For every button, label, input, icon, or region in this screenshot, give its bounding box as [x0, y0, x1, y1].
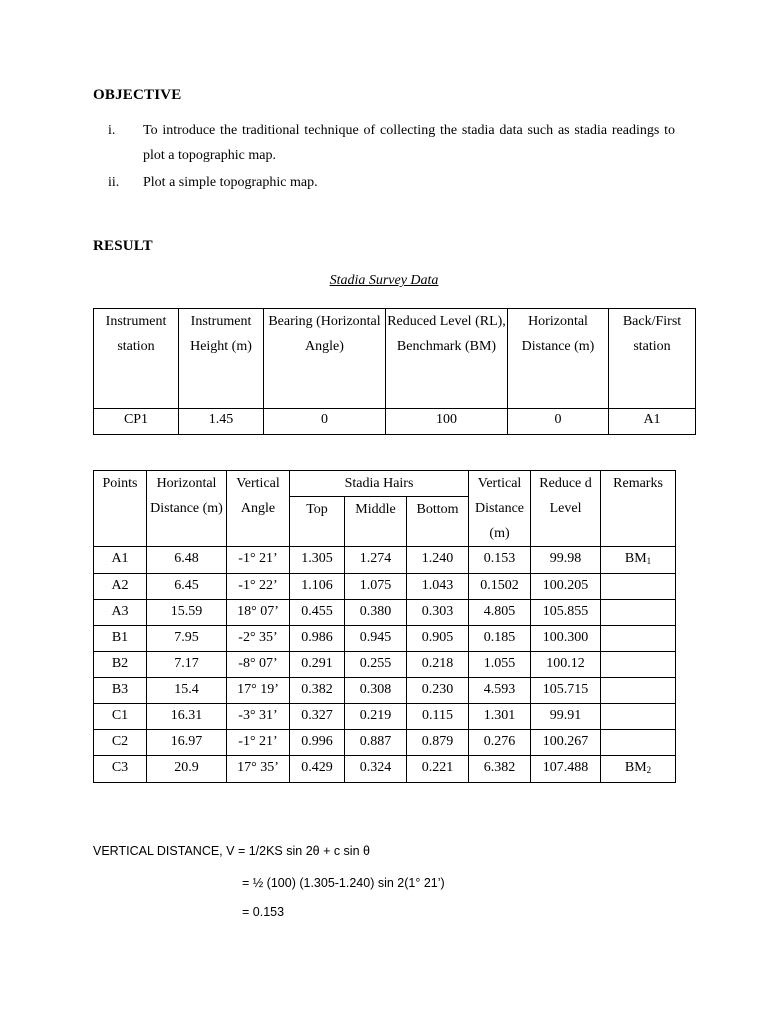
cell-vertical-distance: 0.185: [469, 626, 531, 652]
cell-remarks: [601, 730, 676, 756]
table-row: [94, 409, 696, 435]
cell-point: C1: [94, 704, 147, 730]
table-row: [94, 652, 676, 678]
cell-vertical-distance: 1.055: [469, 652, 531, 678]
cell-bottom: 0.905: [407, 626, 469, 652]
table2-header-row: [94, 471, 676, 497]
table1-header-row: [94, 309, 696, 409]
cell-vertical-distance: 4.805: [469, 600, 531, 626]
cell-top: 0.996: [290, 730, 345, 756]
cell-remarks: [601, 652, 676, 678]
header-bottom: Bottom: [407, 497, 469, 547]
cell-vertical-angle: -8° 07’: [227, 652, 290, 678]
header-reduced-level: Reduce d Level: [531, 471, 601, 547]
cell-vertical-distance: 0.1502: [469, 574, 531, 600]
cell-point: B1: [94, 626, 147, 652]
cell-vertical-distance: 4.593: [469, 678, 531, 704]
cell-bottom: 0.221: [407, 756, 469, 783]
instrument-station-table: [93, 308, 696, 435]
cell-point: B2: [94, 652, 147, 678]
cell-middle: 0.219: [345, 704, 407, 730]
header-middle: Middle: [345, 497, 407, 547]
cell-middle: 0.945: [345, 626, 407, 652]
table-row: [94, 547, 676, 574]
cell-back-first-station: A1: [609, 409, 696, 435]
table-row: [94, 626, 676, 652]
cell-vertical-angle: -1° 22’: [227, 574, 290, 600]
header-bearing: Bearing (Horizontal Angle): [264, 309, 386, 409]
cell-vertical-angle: 17° 35’: [227, 756, 290, 783]
cell-point: C3: [94, 756, 147, 783]
header-back-first-station: Back/First station: [609, 309, 696, 409]
cell-remarks: [601, 756, 676, 783]
cell-bottom: 1.240: [407, 547, 469, 574]
cell-top: 0.429: [290, 756, 345, 783]
cell-horizontal-distance: 7.17: [147, 652, 227, 678]
cell-bearing: 0: [264, 409, 386, 435]
remark-text: BM: [624, 551, 647, 566]
header-remarks: Remarks: [601, 471, 676, 547]
objective-item-1-text: To introduce the traditional technique of collecting the stadia data such as stadia readings to plot a topographic map.: [143, 123, 675, 163]
cell-bottom: 0.218: [407, 652, 469, 678]
cell-reduced-level: 107.488: [531, 756, 601, 783]
cell-vertical-angle: -3° 31’: [227, 704, 290, 730]
cell-bottom: 0.879: [407, 730, 469, 756]
remark-text: BM: [624, 760, 647, 775]
objective-item-1: [0, 118, 768, 170]
cell-top: 0.382: [290, 678, 345, 704]
table-row: [94, 600, 676, 626]
objective-heading: OBJECTIVE: [93, 87, 182, 103]
objective-item-2-text: Plot a simple topographic map.: [143, 175, 318, 190]
cell-vertical-distance: 0.153: [469, 547, 531, 574]
cell-bottom: 1.043: [407, 574, 469, 600]
cell-vertical-angle: 18° 07’: [227, 600, 290, 626]
result-heading: RESULT: [93, 238, 153, 254]
cell-top: 0.327: [290, 704, 345, 730]
cell-remarks: [601, 600, 676, 626]
cell-reduced-level: 100.267: [531, 730, 601, 756]
header-horizontal-distance: Horizontal Distance (m): [147, 471, 227, 547]
cell-reduced-level: 105.855: [531, 600, 601, 626]
table-row: [94, 574, 676, 600]
header-horizontal-distance: Horizontal Distance (m): [508, 309, 609, 409]
cell-remarks: [601, 626, 676, 652]
cell-point: A1: [94, 547, 147, 574]
cell-vertical-angle: -1° 21’: [227, 730, 290, 756]
objective-item-2-number: ii.: [108, 175, 120, 190]
cell-remarks: [601, 704, 676, 730]
cell-horizontal-distance: 15.4: [147, 678, 227, 704]
objective-item-2: [0, 170, 768, 195]
cell-middle: 0.255: [345, 652, 407, 678]
cell-bottom: 0.303: [407, 600, 469, 626]
table-row: [94, 678, 676, 704]
cell-horizontal-distance: 0: [508, 409, 609, 435]
cell-top: 0.986: [290, 626, 345, 652]
header-points: Points: [94, 471, 147, 547]
cell-remarks: [601, 678, 676, 704]
cell-horizontal-distance: 20.9: [147, 756, 227, 783]
header-instrument-station: Instrument station: [94, 309, 179, 409]
remark-subscript: 2: [646, 765, 652, 775]
header-vertical-angle: Vertical Angle: [227, 471, 290, 547]
cell-horizontal-distance: 16.97: [147, 730, 227, 756]
cell-instrument-station: CP1: [94, 409, 179, 435]
cell-middle: 0.324: [345, 756, 407, 783]
remark-subscript: 1: [646, 556, 652, 566]
header-top: Top: [290, 497, 345, 547]
cell-reduced-level: 105.715: [531, 678, 601, 704]
cell-middle: 1.075: [345, 574, 407, 600]
cell-reduced-level: 100.12: [531, 652, 601, 678]
stadia-data-table: [93, 470, 676, 783]
cell-middle: 0.887: [345, 730, 407, 756]
cell-vertical-distance: 6.382: [469, 756, 531, 783]
cell-instrument-height: 1.45: [179, 409, 264, 435]
cell-vertical-angle: 17° 19’: [227, 678, 290, 704]
cell-bottom: 0.230: [407, 678, 469, 704]
header-instrument-height: Instrument Height (m): [179, 309, 264, 409]
cell-point: C2: [94, 730, 147, 756]
cell-horizontal-distance: 6.45: [147, 574, 227, 600]
cell-middle: 0.308: [345, 678, 407, 704]
cell-reduced-level: 99.98: [531, 547, 601, 574]
cell-point: A2: [94, 574, 147, 600]
cell-horizontal-distance: 6.48: [147, 547, 227, 574]
cell-top: 0.291: [290, 652, 345, 678]
cell-top: 0.455: [290, 600, 345, 626]
cell-horizontal-distance: 16.31: [147, 704, 227, 730]
cell-reduced-level: 100.300: [531, 626, 601, 652]
objective-item-1-number: i.: [108, 123, 116, 138]
cell-bottom: 0.115: [407, 704, 469, 730]
cell-reduced-level: 100: [386, 409, 508, 435]
cell-reduced-level: 99.91: [531, 704, 601, 730]
cell-vertical-distance: 1.301: [469, 704, 531, 730]
formula-line-3: = 0.153: [242, 905, 285, 919]
cell-horizontal-distance: 15.59: [147, 600, 227, 626]
header-vertical-distance: Vertical Distance (m): [469, 471, 531, 547]
cell-remarks: [601, 574, 676, 600]
table-row: [94, 704, 676, 730]
cell-middle: 1.274: [345, 547, 407, 574]
formula-line-2: = ½ (100) (1.305-1.240) sin 2(1° 21’): [242, 876, 445, 890]
cell-top: 1.106: [290, 574, 345, 600]
cell-horizontal-distance: 7.95: [147, 626, 227, 652]
cell-vertical-angle: -1° 21’: [227, 547, 290, 574]
cell-remarks: [601, 547, 676, 574]
table-row: [94, 756, 676, 783]
cell-vertical-distance: 0.276: [469, 730, 531, 756]
formula-line-1: VERTICAL DISTANCE, V = 1/2KS sin 2θ + c sin θ: [93, 844, 370, 858]
cell-reduced-level: 100.205: [531, 574, 601, 600]
table-caption: Stadia Survey Data: [329, 273, 439, 288]
cell-vertical-angle: -2° 35’: [227, 626, 290, 652]
header-stadia-hairs: Stadia Hairs: [290, 471, 469, 497]
cell-middle: 0.380: [345, 600, 407, 626]
table-row: [94, 730, 676, 756]
cell-point: A3: [94, 600, 147, 626]
header-reduced-level: Reduced Level (RL), Benchmark (BM): [386, 309, 508, 409]
cell-top: 1.305: [290, 547, 345, 574]
cell-point: B3: [94, 678, 147, 704]
